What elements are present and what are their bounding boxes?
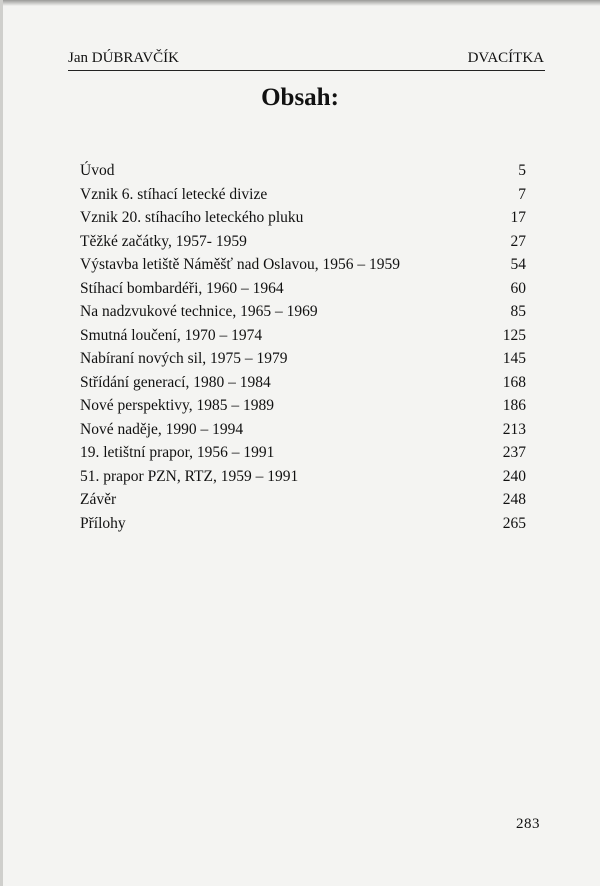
page-title: Obsah:	[261, 84, 339, 111]
toc-entry	[80, 488, 526, 512]
toc-entry-page: 5	[518, 162, 526, 179]
toc-entry-page: 168	[502, 373, 526, 391]
toc-entry-page: 54	[510, 256, 526, 273]
toc-entry-page: 265	[502, 514, 526, 532]
toc-entry	[80, 465, 526, 489]
toc-entry	[80, 253, 526, 277]
toc-entry-label: 19. letištní prapor, 1956 – 1991	[80, 444, 275, 461]
toc-entry-page: 85	[510, 303, 526, 320]
toc-entry-page: 186	[502, 397, 526, 414]
toc-entry	[80, 347, 526, 371]
toc-entry-label: Nabíraní nových sil, 1975 – 1979	[80, 350, 288, 367]
toc-entry-label: Výstavba letiště Náměšť nad Oslavou, 1956 – 1959	[80, 256, 401, 273]
toc-entry-page: 17	[510, 209, 526, 226]
toc-entry-label: Nové naděje, 1990 – 1994	[80, 420, 244, 438]
toc-entry-label: Nové perspektivy, 1985 – 1989	[80, 397, 275, 414]
toc-entry-label: Těžké začátky, 1957- 1959	[80, 232, 247, 250]
toc-entry	[80, 159, 526, 183]
table-of-contents	[80, 159, 526, 535]
toc-entry-label: Na nadzvukové technice, 1965 – 1969	[80, 303, 318, 320]
toc-entry	[80, 324, 526, 348]
toc-entry-label: Vznik 20. stíhacího leteckého pluku	[80, 209, 304, 226]
toc-entry	[80, 277, 526, 301]
scan-left-edge	[0, 0, 3, 886]
running-header-author: Jan DÚBRAVČÍK	[68, 50, 179, 66]
toc-entry-page: 27	[510, 232, 526, 250]
toc-entry	[80, 512, 526, 536]
toc-entry-page: 213	[502, 420, 526, 438]
toc-entry-page: 237	[502, 444, 526, 461]
toc-entry-label: Přílohy	[80, 514, 126, 532]
toc-entry-page: 248	[502, 491, 526, 508]
toc-entry-page: 240	[502, 467, 526, 485]
toc-entry	[80, 441, 526, 465]
toc-entry-page: 60	[510, 279, 526, 297]
toc-entry	[80, 300, 526, 324]
toc-entry-page: 145	[502, 350, 526, 367]
toc-entry	[80, 394, 526, 418]
toc-entry-label: Úvod	[80, 162, 115, 179]
page-number: 283	[516, 816, 540, 832]
toc-entry	[80, 371, 526, 395]
toc-entry-page: 125	[502, 326, 526, 344]
toc-entry-label: Střídání generací, 1980 – 1984	[80, 373, 271, 391]
running-header-title: DVACÍTKA	[467, 50, 544, 66]
toc-entry-label: Závěr	[80, 491, 117, 508]
toc-entry-page: 7	[518, 185, 526, 203]
scan-top-edge	[0, 0, 600, 6]
toc-entry-label: Vznik 6. stíhací letecké divize	[80, 185, 268, 203]
toc-entry-label: 51. prapor PZN, RTZ, 1959 – 1991	[80, 467, 299, 485]
header-rule	[68, 70, 545, 71]
toc-entry	[80, 418, 526, 442]
toc-entry-label: Stíhací bombardéři, 1960 – 1964	[80, 279, 284, 297]
toc-entry	[80, 206, 526, 230]
toc-entry	[80, 183, 526, 207]
toc-entry	[80, 230, 526, 254]
toc-entry-label: Smutná loučení, 1970 – 1974	[80, 326, 263, 344]
